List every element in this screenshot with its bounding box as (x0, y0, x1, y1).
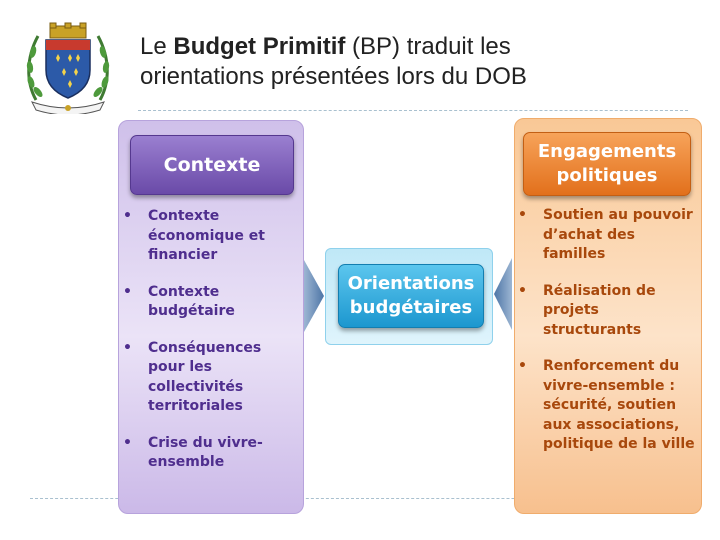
arrow-right-icon (302, 256, 326, 336)
commitments-header-label: Engagements politiques (537, 141, 677, 186)
title-part2: (BP) traduit les (345, 33, 511, 60)
commitments-item-2: • Réalisation de projets structurants (515, 282, 697, 341)
commitments-list (515, 206, 697, 472)
title-bold: Budget Primitif (173, 33, 346, 60)
context-item-2: • Contexte budgétaire (120, 283, 296, 322)
commitments-item-1: • Soutien au pouvoir d’achat des familles (515, 206, 697, 265)
coat-of-arms-icon (22, 22, 114, 114)
title-line2: orientations présentées lors du DOB (140, 63, 527, 90)
orientations-header-label: Orientations budgétaires (347, 273, 475, 318)
commitments-header (523, 132, 691, 196)
page-title (140, 32, 527, 92)
title-divider (138, 110, 688, 111)
context-header-label: Contexte (163, 154, 261, 176)
title-part1: Le (140, 33, 174, 60)
context-item-3: • Conséquences pour les collectivités territoriales (120, 339, 296, 417)
context-item-1: • Contexte économique et financier (120, 207, 296, 266)
context-item-4: • Crise du vivre-ensemble (120, 434, 296, 473)
context-header (130, 135, 294, 195)
arrow-left-icon (492, 254, 514, 334)
commitments-item-3: • Renforcement du vivre-ensemble : sécurité, soutien aux associations, politique de la ville (515, 357, 697, 455)
orientations-header (338, 264, 484, 328)
context-list (120, 207, 296, 490)
